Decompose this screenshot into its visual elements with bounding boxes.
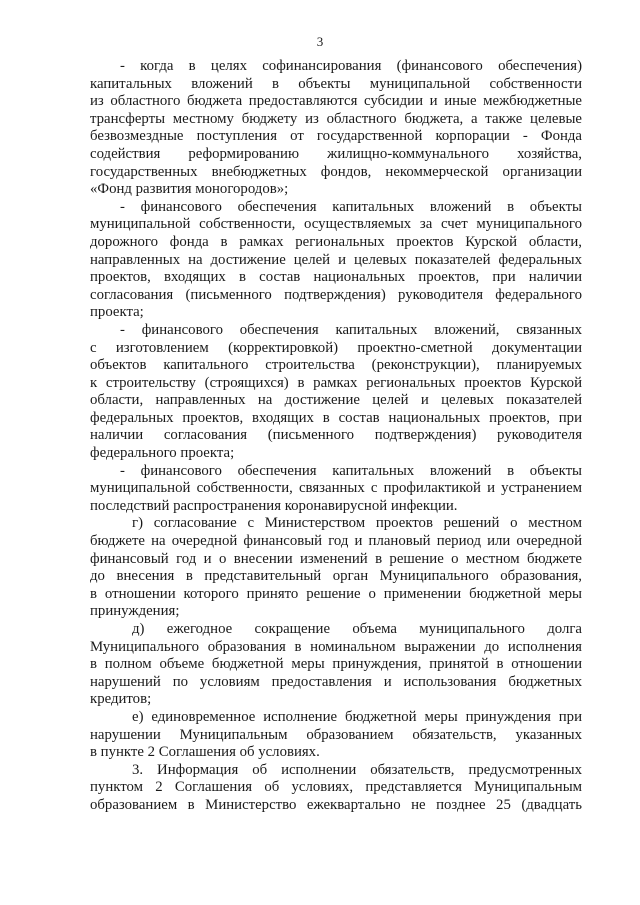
text-line: - финансового обеспечения капитальных вложений, связанных: [120, 321, 582, 338]
document-body: [90, 58, 582, 815]
text-line: с изготовлением (корректировкой) проектно-сметной документации: [90, 339, 582, 356]
text-line: проекта;: [90, 304, 144, 321]
text-line: нарушении Муниципальным образованием обязательств, указанных: [90, 726, 582, 743]
text-line: последствий распространения коронавирусной инфекции.: [90, 497, 458, 514]
text-line: - финансового обеспечения капитальных вложений в объекты: [120, 462, 582, 479]
text-line: финансовый год и о внесении изменений в решение о местном бюджете: [90, 550, 582, 567]
text-line: нарушений по условиям предоставления и использования бюджетных: [90, 673, 582, 690]
text-line: муниципальной собственности, связанных с профилактикой и устранением: [90, 480, 582, 497]
text-line: - когда в целях софинансирования (финансового обеспечения): [120, 58, 582, 74]
paragraph-item-coronavirus: [90, 463, 582, 516]
text-line: до внесения в представительный орган Муниципального образования,: [90, 568, 582, 585]
text-line: объектов капитального строительства (реконструкции), планируемых: [90, 357, 582, 374]
text-line: капитальных вложений в объекты муниципальной собственности: [90, 75, 582, 92]
text-line: области, направленных на достижение целей и целевых показателей: [90, 392, 582, 409]
text-line: согласования (письменного подтверждения) руководителя федерального: [90, 286, 582, 303]
text-line: федерального проекта;: [90, 445, 235, 462]
text-line: содействия реформированию жилищно-коммунального хозяйства,: [90, 145, 582, 162]
text-line: к строительству (строящихся) в рамках региональных проектов Курской: [90, 374, 582, 391]
text-line: кредитов;: [90, 691, 152, 708]
text-line: из областного бюджета предоставляются субсидии и иные межбюджетные: [90, 93, 582, 110]
text-line: пунктом 2 Соглашения об условиях, представляется Муниципальным: [90, 779, 582, 796]
paragraph-item-road-fund: [90, 199, 582, 322]
text-line: «Фонд развития моногородов»;: [90, 181, 289, 198]
text-line: д) ежегодное сокращение объема муниципального долга: [132, 621, 582, 637]
text-line: бюджете на очередной финансовый год и плановый период или очередной: [90, 533, 582, 550]
paragraph-item-capital-cofinancing: [90, 58, 582, 199]
text-line: 3. Информация об исполнении обязательств, предусмотренных: [132, 761, 582, 778]
text-line: направленных на достижение целей и целевых показателей федеральных: [90, 251, 582, 268]
text-line: наличии согласования (письменного подтверждения) руководителя: [90, 427, 582, 444]
text-line: государственных внебюджетных фондов, некоммерческой организации: [90, 163, 582, 180]
text-line: е) единовременное исполнение бюджетной меры принуждения при: [132, 708, 582, 725]
text-line: в пункте 2 Соглашения об условиях.: [90, 744, 320, 761]
text-line: - финансового обеспечения капитальных вложений в объекты: [120, 198, 582, 215]
text-line: дорожного фонда в рамках региональных проектов Курской области,: [90, 233, 582, 250]
text-line: в отношении которого принято решение о применении бюджетной меры: [90, 585, 582, 602]
page-number: 3: [316, 34, 324, 49]
text-line: трансферты местному бюджету из областного бюджета, а также целевые: [90, 110, 582, 127]
paragraph-item-design-documentation: [90, 322, 582, 463]
text-line: муниципальной собственности, осуществляемых за счет муниципального: [90, 216, 582, 233]
paragraph-item-g-budget-approval: [90, 515, 582, 621]
text-line: в полном объеме бюджетной меры принуждения, принятой в отношении: [90, 656, 582, 673]
text-line: федеральных проектов, входящих в состав национальных проектов, при: [90, 409, 582, 426]
text-line: проектов, входящих в состав национальных проектов, при наличии: [90, 269, 582, 286]
text-line: Муниципального образования в номинальном выражении до исполнения: [90, 638, 582, 655]
text-line: г) согласование с Министерством проектов решений о местном: [132, 515, 582, 532]
paragraph-item-e-one-time-execution: [90, 709, 582, 762]
paragraph-section-3-reporting: [90, 762, 582, 815]
text-line: безвозмездные поступления от государственной корпорации - Фонда: [90, 128, 582, 145]
text-line: принуждения;: [90, 603, 180, 620]
text-line: образованием в Министерство ежеквартально не позднее 25 (двадцать: [90, 796, 582, 813]
paragraph-item-d-debt-reduction: [90, 621, 582, 709]
